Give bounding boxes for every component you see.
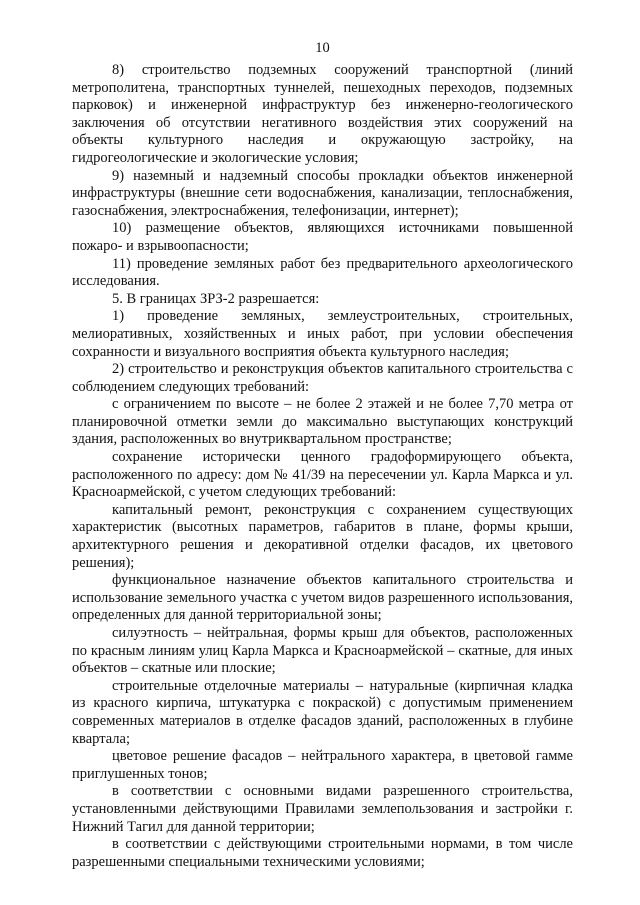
historic-object-preservation: сохранение исторически ценного градоформирующего объекта, расположенного по адресу: дом № 41/39 на пересечении ул. Карла Маркса и ул. Красноармейской, с учетом следующих требований:	[72, 449, 573, 501]
paragraph-11-earthworks: 11) проведение земляных работ без предварительного археологического исследования.	[72, 255, 573, 290]
capital-repair-requirement: капитальный ремонт, реконструкция с сохранением существующих характеристик (высотных параметров, габаритов в плане, формы крыши, архитектурного решения и декоративной отделки фасадов, их цветового решения);	[72, 501, 573, 571]
paragraph-1-permitted-works: 1) проведение земляных, землеустроительных, строительных, мелиоративных, хозяйственных и иных работ, при условии обеспечения сохранности и визуального восприятия объекта культурного наследия;	[72, 308, 573, 360]
finishing-materials-requirement: строительные отделочные материалы – натуральные (кирпичная кладка из красного кирпича, штукатурка с покраской) с допустимым применением современных материалов в отделке фасадов зданий, расположенных в глубине квартала;	[72, 677, 573, 747]
facade-color-requirement: цветовое решение фасадов – нейтрального характера, в цветовой гамме приглушенных тонов;	[72, 748, 573, 782]
land-use-rules-requirement: в соответствии с основными видами разрешенного строительства, установленными действующими Правилами землепользования и застройки г. Нижний Тагил для данной территории;	[72, 783, 573, 835]
page-number: 10	[315, 40, 330, 56]
silhouette-requirement: силуэтность – нейтральная, формы крыш для объектов, расположенных по красным линиям улиц Карла Маркса и Красноармейской – скатные, для иных объектов – скатные или плоские;	[72, 625, 573, 677]
paragraph-10-hazardous-objects: 10) размещение объектов, являющихся источниками повышенной пожаро- и взрывоопасности;	[72, 220, 573, 254]
functional-purpose-requirement: функциональное назначение объектов капитального строительства и использование земельного участка с учетом видов разрешенного использования, определенных для данной территориальной зоны;	[72, 572, 573, 624]
section-5-heading: 5. В границах ЗРЗ-2 разрешается:	[112, 290, 320, 307]
paragraph-9-utility-laying: 9) наземный и надземный способы прокладки объектов инженерной инфраструктуры (внешние сети водоснабжения, канализации, теплоснабжения, газоснабжения, электроснабжения, телефонизации, интернет);	[72, 167, 573, 219]
height-limit-requirement: с ограничением по высоте – не более 2 этажей и не более 7,70 метра от планировочной отметки земли до максимально выступающих конструкций здания, расположенных во внутриквартальном пространстве;	[72, 396, 573, 448]
paragraph-2-construction: 2) строительство и реконструкция объектов капитального строительства с соблюдением следующих требований:	[72, 361, 573, 395]
building-norms-requirement: в соответствии с действующими строительными нормами, в том числе разрешенными специальными техническими условиями;	[72, 836, 573, 870]
paragraph-8-underground-construction: 8) строительство подземных сооружений транспортной (линий метрополитена, транспортных туннелей, пешеходных переходов, подземных парковок) и инженерной инфраструктур без инженерно-геологического заключения об отсутствии негативного воздействия этих сооружений на объекты культурного наследия и окружающую застройку, на гидрогеологические и экологические условия;	[72, 62, 573, 166]
